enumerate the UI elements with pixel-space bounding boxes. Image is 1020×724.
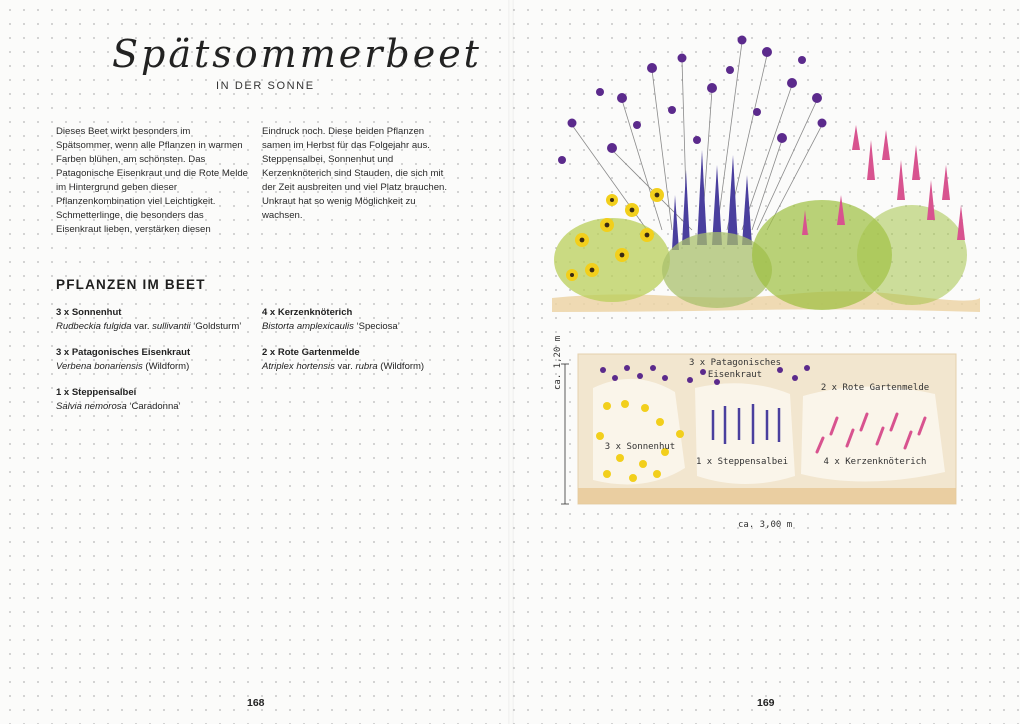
- plant-cultivar: ‘Caradonna’: [126, 400, 181, 412]
- plant-latin-variety: rubra: [355, 360, 378, 372]
- plant-qty-name: 3 x Sonnenhut: [56, 307, 122, 318]
- intro-text-column-2: Eindruck noch. Diese beiden Pflanzen samen im Herbst für das Folgejahr aus. Steppensalbei, Sonnenhut und Kerzenknöterich sind Stauden, die sich mit der Zeit ausbreiten und viel Platz brauchen. Unkraut hat so wenig Möglichkeit zu wachsen.: [262, 126, 448, 221]
- plant-latin-variety: sullivantii: [152, 320, 191, 332]
- plant-botanical-name: [56, 320, 256, 334]
- plant-botanical-name: [262, 360, 462, 374]
- plant-cultivar: ‘Goldsturm’: [190, 320, 242, 332]
- plants-heading: PFLANZEN IM BEET: [56, 277, 206, 292]
- plant-latin: Rudbeckia fulgida: [56, 320, 132, 332]
- plant-latin: Verbena bonariensis: [56, 360, 143, 372]
- plan-label-steppensalbei: 1 x Steppensalbei: [695, 457, 789, 467]
- plan-label-gartenmelde: 2 x Rote Gartenmelde: [820, 383, 930, 393]
- plant-botanical-name: [56, 360, 256, 374]
- plan-label-kerzenknoeterich: 4 x Kerzenknöterich: [823, 457, 927, 467]
- plant-entry-gartenmelde: [262, 346, 462, 373]
- plant-var: var.: [334, 360, 356, 372]
- plant-botanical-name: [262, 320, 462, 334]
- atriplex-foliage: [857, 205, 967, 305]
- plan-label-eisenkraut-2: Eisenkraut: [707, 370, 763, 380]
- plant-entry-sonnenhut: [56, 306, 256, 333]
- plan-label-sonnenhut: 3 x Sonnenhut: [604, 442, 676, 452]
- book-gutter: [508, 0, 514, 724]
- dimension-width-label: ca. 3,00 m: [738, 520, 793, 530]
- plant-entry-eisenkraut: [56, 346, 256, 373]
- rudbeckia-foliage: [554, 218, 670, 302]
- page-subtitle: IN DER SONNE: [216, 80, 315, 92]
- planting-plan: [545, 348, 965, 516]
- plan-label-eisenkraut-1: 3 x Patagonisches: [688, 358, 782, 368]
- plant-cultivar: (Wildform): [142, 360, 190, 372]
- plant-qty-name: 4 x Kerzenknöterich: [262, 307, 353, 318]
- zone-sonnenhut: [593, 379, 685, 485]
- plant-entry-steppensalbei: [56, 386, 256, 413]
- bed-illustration: [552, 30, 980, 330]
- verbena-flowers: [558, 36, 827, 165]
- zone-kerzenknoeterich: [801, 386, 945, 481]
- plant-cultivar: ‘Speciosa’: [353, 320, 400, 332]
- page-number-right: 169: [757, 697, 775, 709]
- plant-var: var.: [131, 320, 153, 332]
- dimension-height-label: ca. 1,20 m: [553, 335, 563, 390]
- plant-botanical-name: [56, 400, 256, 414]
- plant-latin: Atriplex hortensis: [262, 360, 335, 372]
- plant-qty-name: 1 x Steppensalbei: [56, 387, 137, 398]
- page-title: Spätsommerbeet: [112, 32, 482, 76]
- plant-qty-name: 2 x Rote Gartenmelde: [262, 347, 360, 358]
- plant-qty-name: 3 x Patagonisches Eisenkraut: [56, 347, 191, 358]
- intro-text-column-1: Dieses Beet wirkt besonders im Spätsommer, wenn alle Pflanzen in warmen Farben blühen, am schönsten. Das Patagonische Eisenkraut und die Rote Melde im Hintergrund geben dieser Pflanzenkombination viel Leichtigkeit. Schmetterlinge, die besonders das Eisenkraut lieben, verstärken diesen: [56, 126, 248, 235]
- plant-entry-kerzenknoeterich: [262, 306, 462, 333]
- plant-latin: Salvia nemorosa: [56, 400, 127, 412]
- plant-latin: Bistorta amplexicaulis: [262, 320, 354, 332]
- plant-cultivar: (Wildform): [377, 360, 425, 372]
- page-number-left: 168: [247, 697, 265, 709]
- plan-border: [578, 488, 956, 504]
